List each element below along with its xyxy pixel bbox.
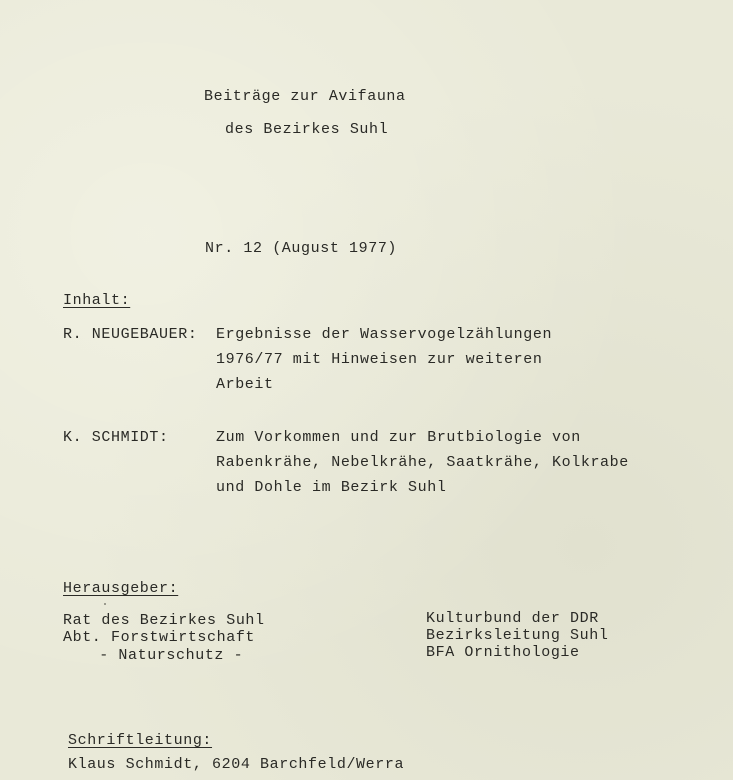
title-line-1: Beiträge zur Avifauna (204, 88, 406, 105)
publisher-left-line-1: Rat des Bezirkes Suhl (63, 612, 265, 629)
publisher-right-line-2: Bezirksleitung Suhl (426, 627, 609, 644)
entry-1-title-line-2: 1976/77 mit Hinweisen zur weiteren (216, 351, 543, 368)
publisher-left-line-3: - Naturschutz - (80, 647, 244, 664)
entry-2-author: K. SCHMIDT: (63, 429, 169, 446)
publisher-right-line-3: BFA Ornithologie (426, 644, 580, 661)
entry-2-title-line-3: und Dohle im Bezirk Suhl (216, 479, 447, 496)
ink-speck (104, 603, 106, 605)
entry-2-title-line-2: Rabenkrähe, Nebelkrähe, Saatkrähe, Kolkrabe (216, 454, 629, 471)
entry-1-title-line-1: Ergebnisse der Wasservogelzählungen (216, 326, 553, 343)
editorial-line: Klaus Schmidt, 6204 Barchfeld/Werra (68, 756, 405, 773)
editorial-heading: Schriftleitung: (68, 732, 213, 749)
contents-heading: Inhalt: (63, 292, 131, 309)
entry-2-title-line-1: Zum Vorkommen und zur Brutbiologie von (216, 429, 581, 446)
publisher-left-line-2: Abt. Forstwirtschaft (63, 629, 256, 646)
entry-1-author: R. NEUGEBAUER: (63, 326, 198, 343)
publisher-right-line-1: Kulturbund der DDR (426, 610, 599, 627)
entry-1-title-line-3: Arbeit (216, 376, 274, 393)
publisher-heading: Herausgeber: (63, 580, 179, 597)
issue-number: Nr. 12 (August 1977) (205, 240, 398, 257)
title-line-2: des Bezirkes Suhl (225, 121, 389, 138)
